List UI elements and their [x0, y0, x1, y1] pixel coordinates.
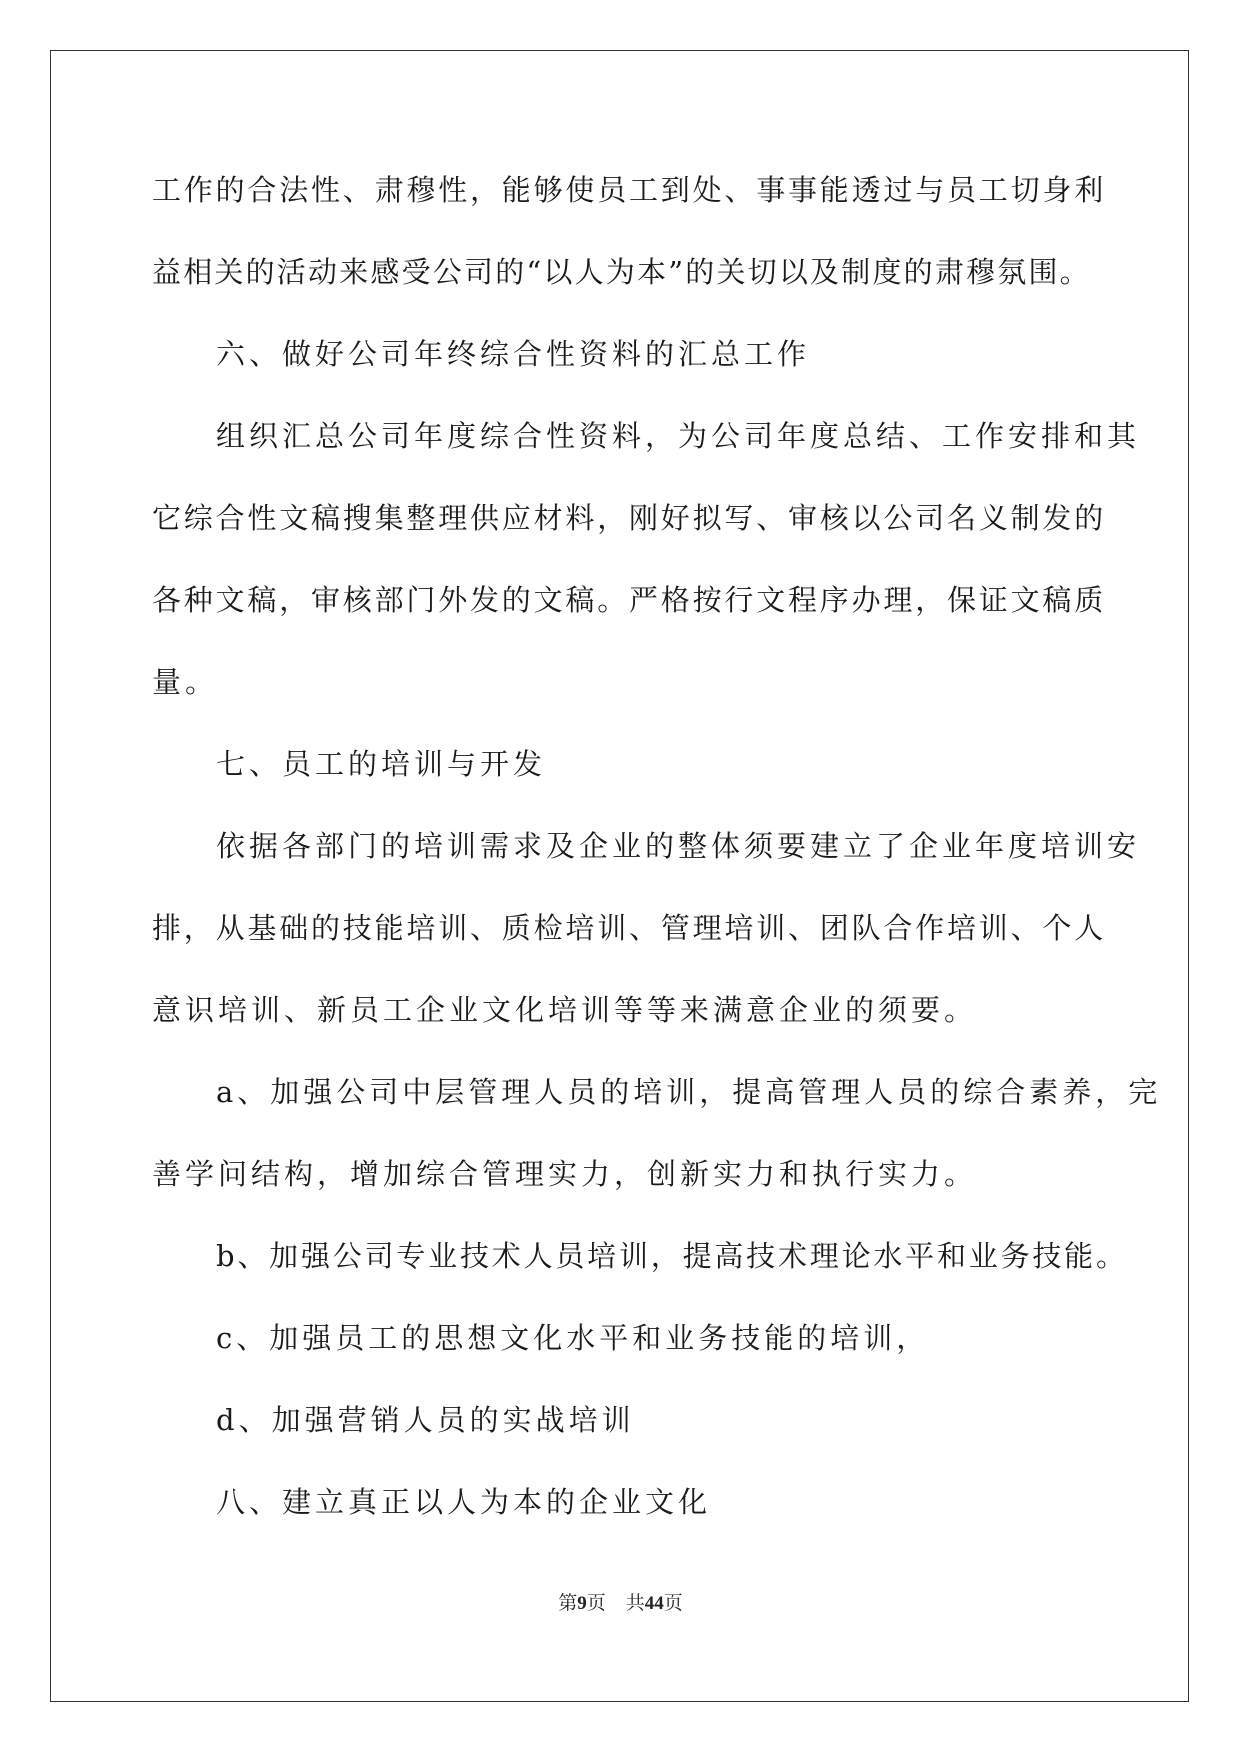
- list-item: c、加强员工的思想文化水平和业务技能的培训，: [216, 1321, 930, 1355]
- page-footer: [0, 1588, 1241, 1615]
- page-suffix: 页: [586, 1593, 606, 1614]
- paragraph-line: 各种文稿，审核部门外发的文稿。严格按行文程序办理，保证文稿质: [152, 583, 1107, 617]
- total-pages: 44: [644, 1593, 664, 1614]
- page-number: 9: [577, 1593, 587, 1614]
- total-suffix: 页: [663, 1593, 683, 1614]
- total-prefix: 共: [625, 1593, 645, 1614]
- document-body: [152, 166, 1162, 1560]
- section-heading: 八、建立真正以人为本的企业文化: [216, 1485, 712, 1519]
- paragraph-line: 意识培训、新员工企业文化培训等等来满意企业的须要。: [152, 993, 978, 1027]
- section-heading: 七、员工的培训与开发: [216, 747, 547, 781]
- paragraph-line: 量。: [152, 665, 219, 699]
- paragraph-line: 它综合性文稿搜集整理供应材料，刚好拟写、审核以公司名义制发的: [152, 501, 1107, 535]
- list-item: d、加强营销人员的实战培训: [216, 1403, 635, 1437]
- section-heading: 六、做好公司年终综合性资料的汇总工作: [216, 337, 811, 371]
- paragraph-line: 依据各部门的培训需求及企业的整体须要建立了企业年度培训安: [216, 829, 1141, 863]
- paragraph-line: 排，从基础的技能培训、质检培训、管理培训、团队合作培训、个人: [152, 911, 1107, 945]
- paragraph-line: 善学问结构，增加综合管理实力，创新实力和执行实力。: [152, 1157, 978, 1191]
- list-item: b、加强公司专业技术人员培训，提高技术理论水平和业务技能。: [216, 1239, 1128, 1273]
- paragraph-line: 工作的合法性、肃穆性，能够使员工到处、事事能透过与员工切身利: [152, 173, 1107, 207]
- page-prefix: 第: [558, 1593, 578, 1614]
- list-item: a、加强公司中层管理人员的培训，提高管理人员的综合素养，完: [216, 1075, 1162, 1109]
- paragraph-line: 益相关的活动来感受公司的“以人为本”的关切以及制度的肃穆氛围。: [152, 255, 1091, 289]
- paragraph-line: 组织汇总公司年度综合性资料，为公司年度总结、工作安排和其: [216, 419, 1141, 453]
